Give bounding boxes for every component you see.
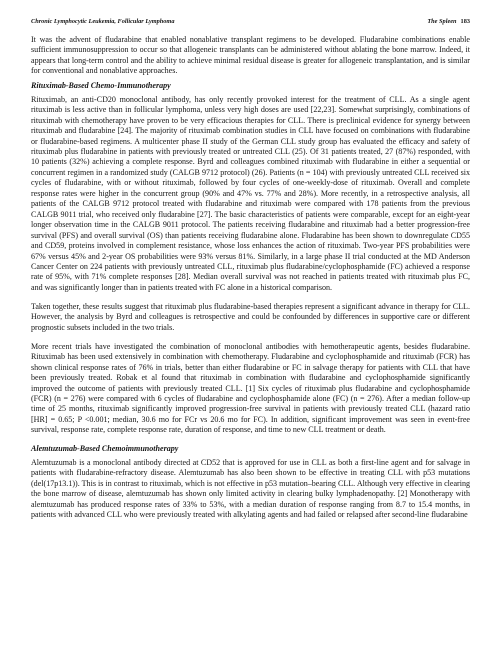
rituximab-paragraph-3: More recent trials have investigated the combination of monoclonal antibodies with hemotherapeutic agents, besides fludarabine. Rituximab has been used extensively in combination with chemotherapy. Fludarabine and cyclophosphamide and rituximab (FCR) has shown clinical response rates of 76% in trials, better than either fludarabine or FC in salvage therapy for patients with CLL that have been previously treated. Robak et al found that rituximab in combination with fludarabine and cyclophosphamide significantly improved the outcome of patients with previously treated CLL. [1] Six cycles of rituximab plus fludarabine and cyclophosphamide (FCR) (n = 276) were compared with 6 cycles of fludarabine and cyclophosphamide alone (FC) (n = 276). After a median follow-up time of 25 months, rituximab significantly improved progression-free survival in patients with previously treated CLL (hazard ratio [HR] = 0.65; P <0.001; median, 30.6 mo for FCr vs 20.6 mo for FC). In addition, significant improvement was seen in event-free survival, response rate, complete response rate, duration of response, and time to new CLL treatment or death. bbox=[31, 341, 470, 435]
running-header bbox=[31, 18, 470, 26]
journal-and-page bbox=[427, 18, 470, 26]
intro-paragraph: It was the advent of fludarabine that enabled nonablative transplant regimens to be developed. Fludarabine combinations enable sufficient immunosuppression to occur so that allogeneic transplants can be administered without ablating the bone marrow. Indeed, it appears that long-term control and the ability to achieve minimal residual disease is greater for allogeneic transplantation, and is similar for conventional and nonablative approaches. bbox=[31, 35, 470, 76]
section-heading-alemtuzumab: Alemtuzumab-Based Chemoimmunotherapy bbox=[31, 444, 179, 454]
alemtuzumab-paragraph: Alemtuzumab is a monoclonal antibody directed at CD52 that is approved for use in CLL as both a first-line agent and for salvage in patients with fludarabine-refractory disease. Alemtuzumab has also been shown to be effective in treating CLL with p53 mutations (del(17p13.1)). This is in contrast to rituximab, which is not effective in p53 mutation–bearing CLL. Although very effective in clearing the bone marrow of disease, alemtuzumab has shown only limited activity in clearing bulky lymphadenopathy. [2] Monotherapy with alemtuzumab has produced response rates of 33% to 53%, with a median duration of response ranging from 8.7 to 15.4 months, in patients with advanced CLL who were previously treated with alkylating agents and had failed or relapsed after second-line fludarabine bbox=[31, 457, 470, 520]
journal-title: The Spleen bbox=[427, 18, 457, 25]
page-number: 183 bbox=[460, 18, 470, 25]
chapter-title: Chronic Lymphocytic Leukemia, Follicular Lymphoma bbox=[31, 18, 175, 25]
section-heading-rituximab: Rituximab-Based Chemo-Immunotherapy bbox=[31, 81, 171, 91]
rituximab-paragraph-2: Taken together, these results suggest that rituximab plus fludarabine-based therapies represent a significant advance in therapy for CLL. However, the analysis by Byrd and colleagues is retrospective and could be confounded by differences in supportive care or different prognostic subsets included in the two trials. bbox=[31, 301, 470, 332]
rituximab-paragraph-1: Rituximab, an anti-CD20 monoclonal antibody, has only recently provoked interest for the treatment of CLL. As a single agent rituximab is less active than in follicular lymphoma, unless very high doses are used [22,23]. Somewhat surprisingly, combinations of rituximab with chemotherapy have proven to be very efficacious therapies for CLL. There is preclinical evidence for synergy between rituximab and fludarabine [24]. The majority of rituximab combination studies in CLL have focused on combinations with fludarabine or fludarabine-based regimens. A multicenter phase II study of the German CLL study group has evaluated the efficacy and safety of rituximab plus fludarabine in patients with previously treated or untreated CLL (25). Of 31 patients treated, 27 (87%) responded, with 10 patients (32%) achieving a complete response. Byrd and colleagues combined rituximab with fludarabine in either a sequential or concurrent regimen in a randomized study (CALGB 9712 protocol) (26). Patients (n = 104) with previously untreated CLL received six cycles of fludarabine, with or without rituximab, followed by four cycles of one-weekly-dose of rituximab. Overall and complete response rates were higher in the concurrent group (90% and 47% vs. 77% and 28%). More recently, in a retrospective analysis, all patients of the CALGB 9712 protocol treated with fludarabine and rituximab were compared with 178 patients from the previous CALGB 9011 trial, who received only fludarabine [27]. The basic characteristics of patients were comparable, except for an eight-year longer observation time in the CALGB 9011 protocol. The patients receiving fludarabine and rituximab had a better progression-free survival (PFS) and overall survival (OS) than patients receiving fludarabine alone. Fludarabine has been shown to downregulate CD55 and CD59, proteins involved in complement resistance, whose loss enhances the action of rituximab. Two-year PFS probabilities were 67% versus 45% and 2-year OS probabilities were 93% versus 81%. Similarly, in a large phase II trial conducted at the MD Anderson Cancer Center on 224 patients with previously untreated CLL, rituximab plus fludarabine/cyclophosphamide (FC) achieved a response rate of 95%, with 71% complete responses [28]. Median overall survival was not reached in patients treated with rituximab plus FC, and was significantly longer than in patients treated with FC alone in a historical comparison. bbox=[31, 94, 470, 292]
